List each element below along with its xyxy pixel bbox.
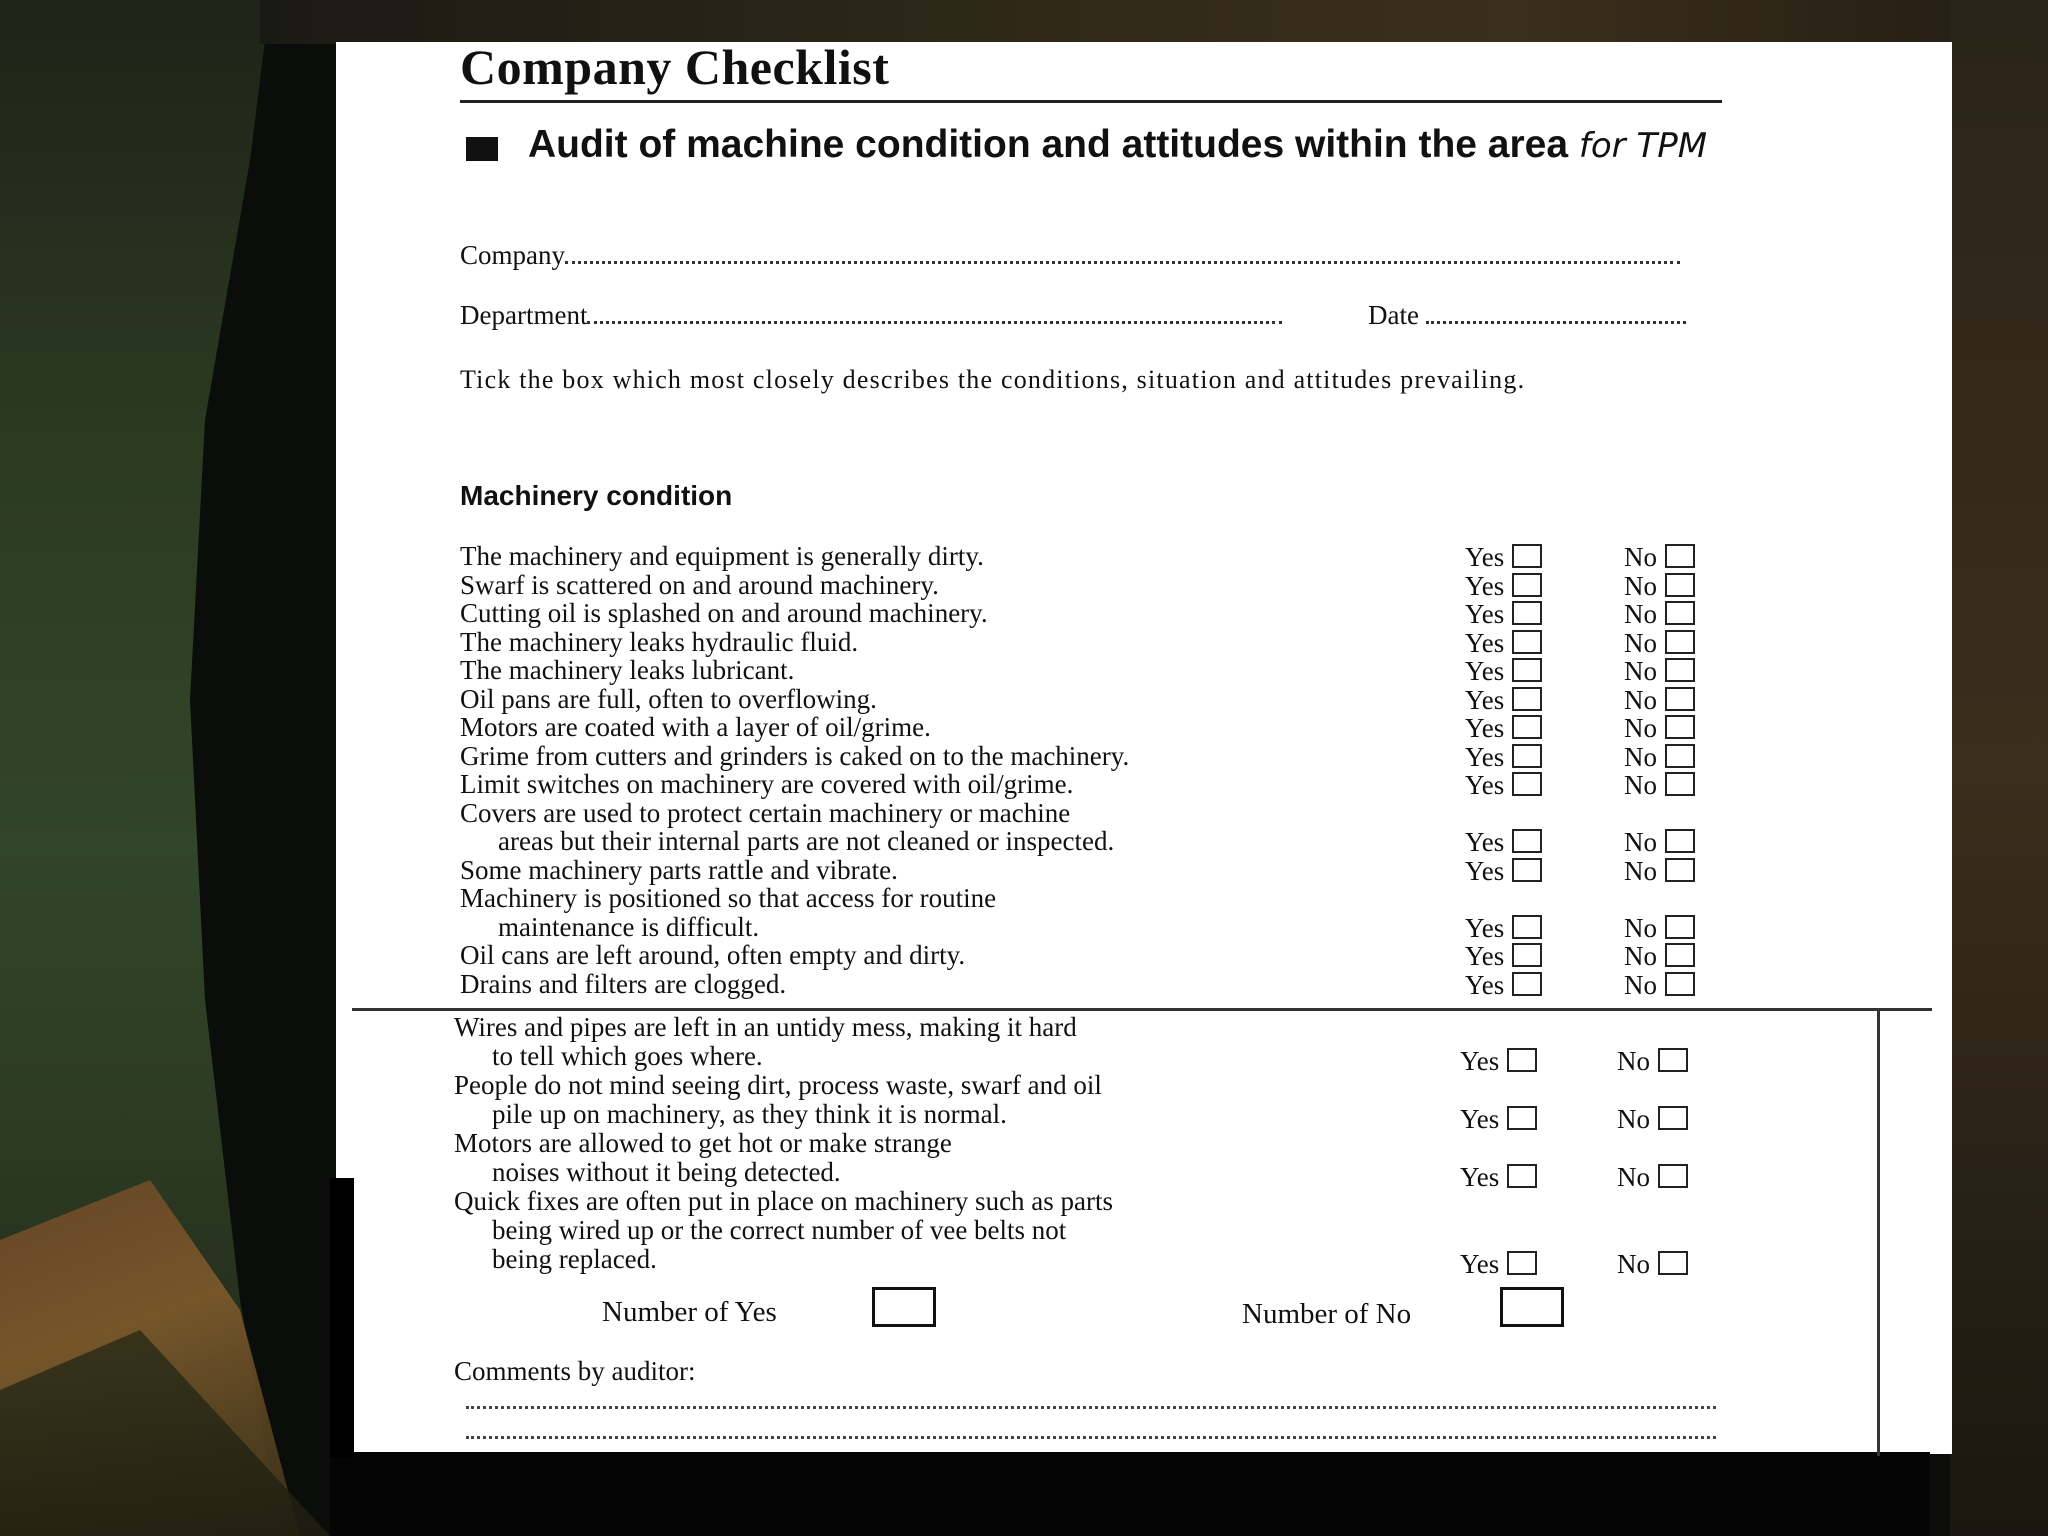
no-option[interactable] xyxy=(1624,713,1695,744)
no-checkbox[interactable] xyxy=(1665,744,1695,768)
yes-checkbox[interactable] xyxy=(1512,715,1542,739)
no-label: No xyxy=(1624,741,1657,772)
no-checkbox[interactable] xyxy=(1658,1251,1688,1275)
no-checkbox[interactable] xyxy=(1665,829,1695,853)
no-label: No xyxy=(1617,1104,1650,1134)
department-dotted-line xyxy=(587,321,1282,324)
comment-line[interactable] xyxy=(466,1406,1716,1409)
yes-label: Yes xyxy=(1460,1104,1500,1134)
yes-checkbox[interactable] xyxy=(1507,1048,1537,1072)
yes-label: Yes xyxy=(1465,941,1505,971)
yes-checkbox[interactable] xyxy=(1507,1251,1537,1275)
no-label: No xyxy=(1624,969,1657,1000)
no-label: No xyxy=(1624,627,1657,658)
checklist-item-text: The machinery leaks lubricant. xyxy=(460,655,795,685)
yes-checkbox[interactable] xyxy=(1512,744,1542,768)
yes-label: Yes xyxy=(1460,1249,1500,1279)
checklist-item-text: Swarf is scattered on and around machinery. xyxy=(460,569,939,600)
yes-label: Yes xyxy=(1465,969,1505,1000)
checklist-item-text: Some machinery parts rattle and vibrate. xyxy=(460,854,898,885)
no-label: No xyxy=(1624,855,1657,886)
checklist-item-text: Grime from cutters and grinders is caked on to the machinery. xyxy=(460,740,1130,771)
scan-edge-shadow xyxy=(330,1178,354,1458)
no-label: No xyxy=(1624,912,1657,943)
no-checkbox[interactable] xyxy=(1658,1164,1688,1188)
no-label: No xyxy=(1624,827,1657,857)
no-option[interactable] xyxy=(1617,1104,1688,1135)
yes-option[interactable] xyxy=(1465,542,1542,573)
department-label: Department xyxy=(460,300,588,330)
yes-label: Yes xyxy=(1465,656,1505,686)
title-rule xyxy=(460,100,1722,103)
checklist-item-text: Machinery is positioned so that access for routine xyxy=(460,883,997,913)
no-label: No xyxy=(1617,1046,1650,1076)
no-option[interactable] xyxy=(1624,970,1695,1001)
department-field[interactable] xyxy=(460,300,1360,331)
no-option[interactable] xyxy=(1624,770,1695,801)
no-option[interactable] xyxy=(1624,941,1695,972)
yes-option[interactable] xyxy=(1465,941,1542,972)
yes-option[interactable] xyxy=(1465,685,1542,716)
no-label: No xyxy=(1624,770,1657,800)
no-option[interactable] xyxy=(1624,742,1695,773)
checklist-item-text: Limit switches on machinery are covered with oil/grime. xyxy=(460,769,1074,799)
no-label: No xyxy=(1624,570,1657,601)
yes-checkbox[interactable] xyxy=(1512,858,1542,882)
no-option[interactable] xyxy=(1624,542,1695,573)
yes-option[interactable] xyxy=(1465,599,1542,630)
yes-checkbox[interactable] xyxy=(1512,658,1542,682)
no-label: No xyxy=(1624,684,1657,715)
checklist-item-text: The machinery leaks hydraulic fluid. xyxy=(460,626,859,657)
yes-checkbox[interactable] xyxy=(1512,943,1542,967)
no-option[interactable] xyxy=(1624,856,1695,887)
section-bullet-icon xyxy=(466,137,498,161)
checklist-item-text: Oil pans are full, often to overflowing. xyxy=(460,683,877,714)
yes-label: Yes xyxy=(1465,684,1505,715)
yes-option[interactable] xyxy=(1465,970,1542,1001)
no-option[interactable] xyxy=(1624,827,1695,858)
no-checkbox[interactable] xyxy=(1665,658,1695,682)
yes-checkbox[interactable] xyxy=(1512,630,1542,654)
yes-label: Yes xyxy=(1465,770,1505,800)
checklist-item-text: areas but their internal parts are not cleaned or inspected. xyxy=(498,826,1115,856)
company-field[interactable] xyxy=(460,240,1722,271)
no-checkbox[interactable] xyxy=(1665,573,1695,597)
no-checkbox[interactable] xyxy=(1665,858,1695,882)
number-of-no-label: Number of No xyxy=(1242,1298,1412,1330)
no-label: No xyxy=(1624,713,1657,743)
no-checkbox[interactable] xyxy=(1665,687,1695,711)
yes-label: Yes xyxy=(1460,1046,1500,1076)
page-fold-divider xyxy=(352,1008,1932,1011)
no-checkbox[interactable] xyxy=(1665,630,1695,654)
yes-label: Yes xyxy=(1465,912,1505,943)
yes-label: Yes xyxy=(1465,827,1505,857)
yes-checkbox[interactable] xyxy=(1507,1164,1537,1188)
yes-option[interactable] xyxy=(1460,1104,1537,1135)
checklist-item-text: being wired up or the correct number of vee belts not xyxy=(492,1215,1067,1245)
yes-checkbox[interactable] xyxy=(1512,573,1542,597)
subtitle-handwritten-note: for TPM xyxy=(1578,126,1708,166)
no-option[interactable] xyxy=(1624,571,1695,602)
no-checkbox[interactable] xyxy=(1658,1106,1688,1130)
yes-option[interactable] xyxy=(1465,656,1542,687)
no-option[interactable] xyxy=(1617,1162,1688,1193)
checklist-item-text: The machinery and equipment is generally dirty. xyxy=(460,541,984,571)
checklist-item-text: being replaced. xyxy=(492,1244,657,1274)
no-label: No xyxy=(1624,599,1657,629)
no-checkbox[interactable] xyxy=(1665,972,1695,996)
yes-option[interactable] xyxy=(1465,913,1542,944)
yes-checkbox[interactable] xyxy=(1512,829,1542,853)
checklist-item-text: Motors are coated with a layer of oil/grime. xyxy=(460,712,931,742)
no-option[interactable] xyxy=(1617,1046,1688,1077)
checklist-item-text: Motors are allowed to get hot or make strange xyxy=(454,1128,952,1158)
date-field[interactable] xyxy=(1368,300,1728,331)
yes-label: Yes xyxy=(1460,1162,1500,1192)
slide-background-right xyxy=(1950,0,2048,1536)
no-option[interactable] xyxy=(1624,599,1695,630)
yes-checkbox[interactable] xyxy=(1512,687,1542,711)
yes-option[interactable] xyxy=(1465,856,1542,887)
no-option[interactable] xyxy=(1624,656,1695,687)
yes-option[interactable] xyxy=(1465,713,1542,744)
no-checkbox[interactable] xyxy=(1665,715,1695,739)
date-label: Date xyxy=(1368,300,1419,330)
yes-option[interactable] xyxy=(1465,628,1542,659)
yes-checkbox[interactable] xyxy=(1512,544,1542,568)
comments-label: Comments by auditor: xyxy=(454,1356,696,1386)
no-checkbox[interactable] xyxy=(1665,772,1695,796)
no-label: No xyxy=(1624,656,1657,686)
yes-label: Yes xyxy=(1465,599,1505,629)
yes-checkbox[interactable] xyxy=(1512,972,1542,996)
yes-option[interactable] xyxy=(1460,1046,1537,1077)
number-of-no-box[interactable] xyxy=(1500,1287,1564,1327)
yes-label: Yes xyxy=(1465,570,1505,601)
no-checkbox[interactable] xyxy=(1665,544,1695,568)
page-title: Company Checklist xyxy=(460,39,890,95)
yes-label: Yes xyxy=(1465,542,1505,572)
yes-option[interactable] xyxy=(1465,827,1542,858)
yes-checkbox[interactable] xyxy=(1512,601,1542,625)
no-option[interactable] xyxy=(1624,913,1695,944)
checklist-item-text: maintenance is difficult. xyxy=(498,911,760,942)
section-heading: Machinery condition xyxy=(460,480,733,511)
yes-option[interactable] xyxy=(1460,1249,1537,1280)
checklist-item-text: People do not mind seeing dirt, process waste, swarf and oil xyxy=(454,1070,1102,1100)
yes-option[interactable] xyxy=(1465,571,1542,602)
checklist-item-text: Quick fixes are often put in place on machinery such as parts xyxy=(454,1186,1114,1216)
no-label: No xyxy=(1624,941,1657,971)
no-option[interactable] xyxy=(1624,628,1695,659)
yes-checkbox[interactable] xyxy=(1512,772,1542,796)
checklist-item-text: Drains and filters are clogged. xyxy=(460,968,787,999)
yes-option[interactable] xyxy=(1465,770,1542,801)
yes-checkbox[interactable] xyxy=(1512,915,1542,939)
instruction-text: Tick the box which most closely describes the conditions, situation and attitudes prevailing. xyxy=(460,365,1526,394)
date-dotted-line xyxy=(1426,321,1686,324)
checklist-item-text: noises without it being detected. xyxy=(492,1157,841,1187)
company-dotted-line xyxy=(565,261,1680,264)
no-option[interactable] xyxy=(1624,685,1695,716)
page-bottom-shadow xyxy=(330,1452,1930,1536)
number-of-yes-label: Number of Yes xyxy=(602,1296,777,1328)
checklist-item-text: pile up on machinery, as they think it is normal. xyxy=(492,1099,1007,1129)
no-checkbox[interactable] xyxy=(1658,1048,1688,1072)
yes-option[interactable] xyxy=(1465,742,1542,773)
checklist-item-text: Cutting oil is splashed on and around machinery. xyxy=(460,598,988,628)
no-label: No xyxy=(1624,542,1657,572)
comment-line[interactable] xyxy=(466,1436,1716,1439)
number-of-yes-box[interactable] xyxy=(872,1287,936,1327)
yes-option[interactable] xyxy=(1460,1162,1537,1193)
no-checkbox[interactable] xyxy=(1665,915,1695,939)
checklist-item-text: to tell which goes where. xyxy=(492,1041,763,1071)
checklist-item-text: Covers are used to protect certain machinery or machine xyxy=(460,797,1071,828)
yes-label: Yes xyxy=(1465,855,1505,886)
yes-checkbox[interactable] xyxy=(1507,1106,1537,1130)
company-label: Company xyxy=(460,240,565,270)
yes-label: Yes xyxy=(1465,713,1505,743)
subtitle-printed: Audit of machine condition and attitudes within the area xyxy=(528,123,1569,166)
no-label: No xyxy=(1617,1249,1650,1279)
yes-label: Yes xyxy=(1465,741,1505,772)
no-option[interactable] xyxy=(1617,1249,1688,1280)
checklist-subtitle xyxy=(528,125,1728,166)
yes-label: Yes xyxy=(1465,627,1505,658)
no-label: No xyxy=(1617,1162,1650,1192)
checklist-item-text: Wires and pipes are left in an untidy mess, making it hard xyxy=(454,1012,1077,1042)
checklist-item-text: Oil cans are left around, often empty and dirty. xyxy=(460,940,966,970)
no-checkbox[interactable] xyxy=(1665,601,1695,625)
page-edge-rule xyxy=(1877,1008,1880,1456)
no-checkbox[interactable] xyxy=(1665,943,1695,967)
